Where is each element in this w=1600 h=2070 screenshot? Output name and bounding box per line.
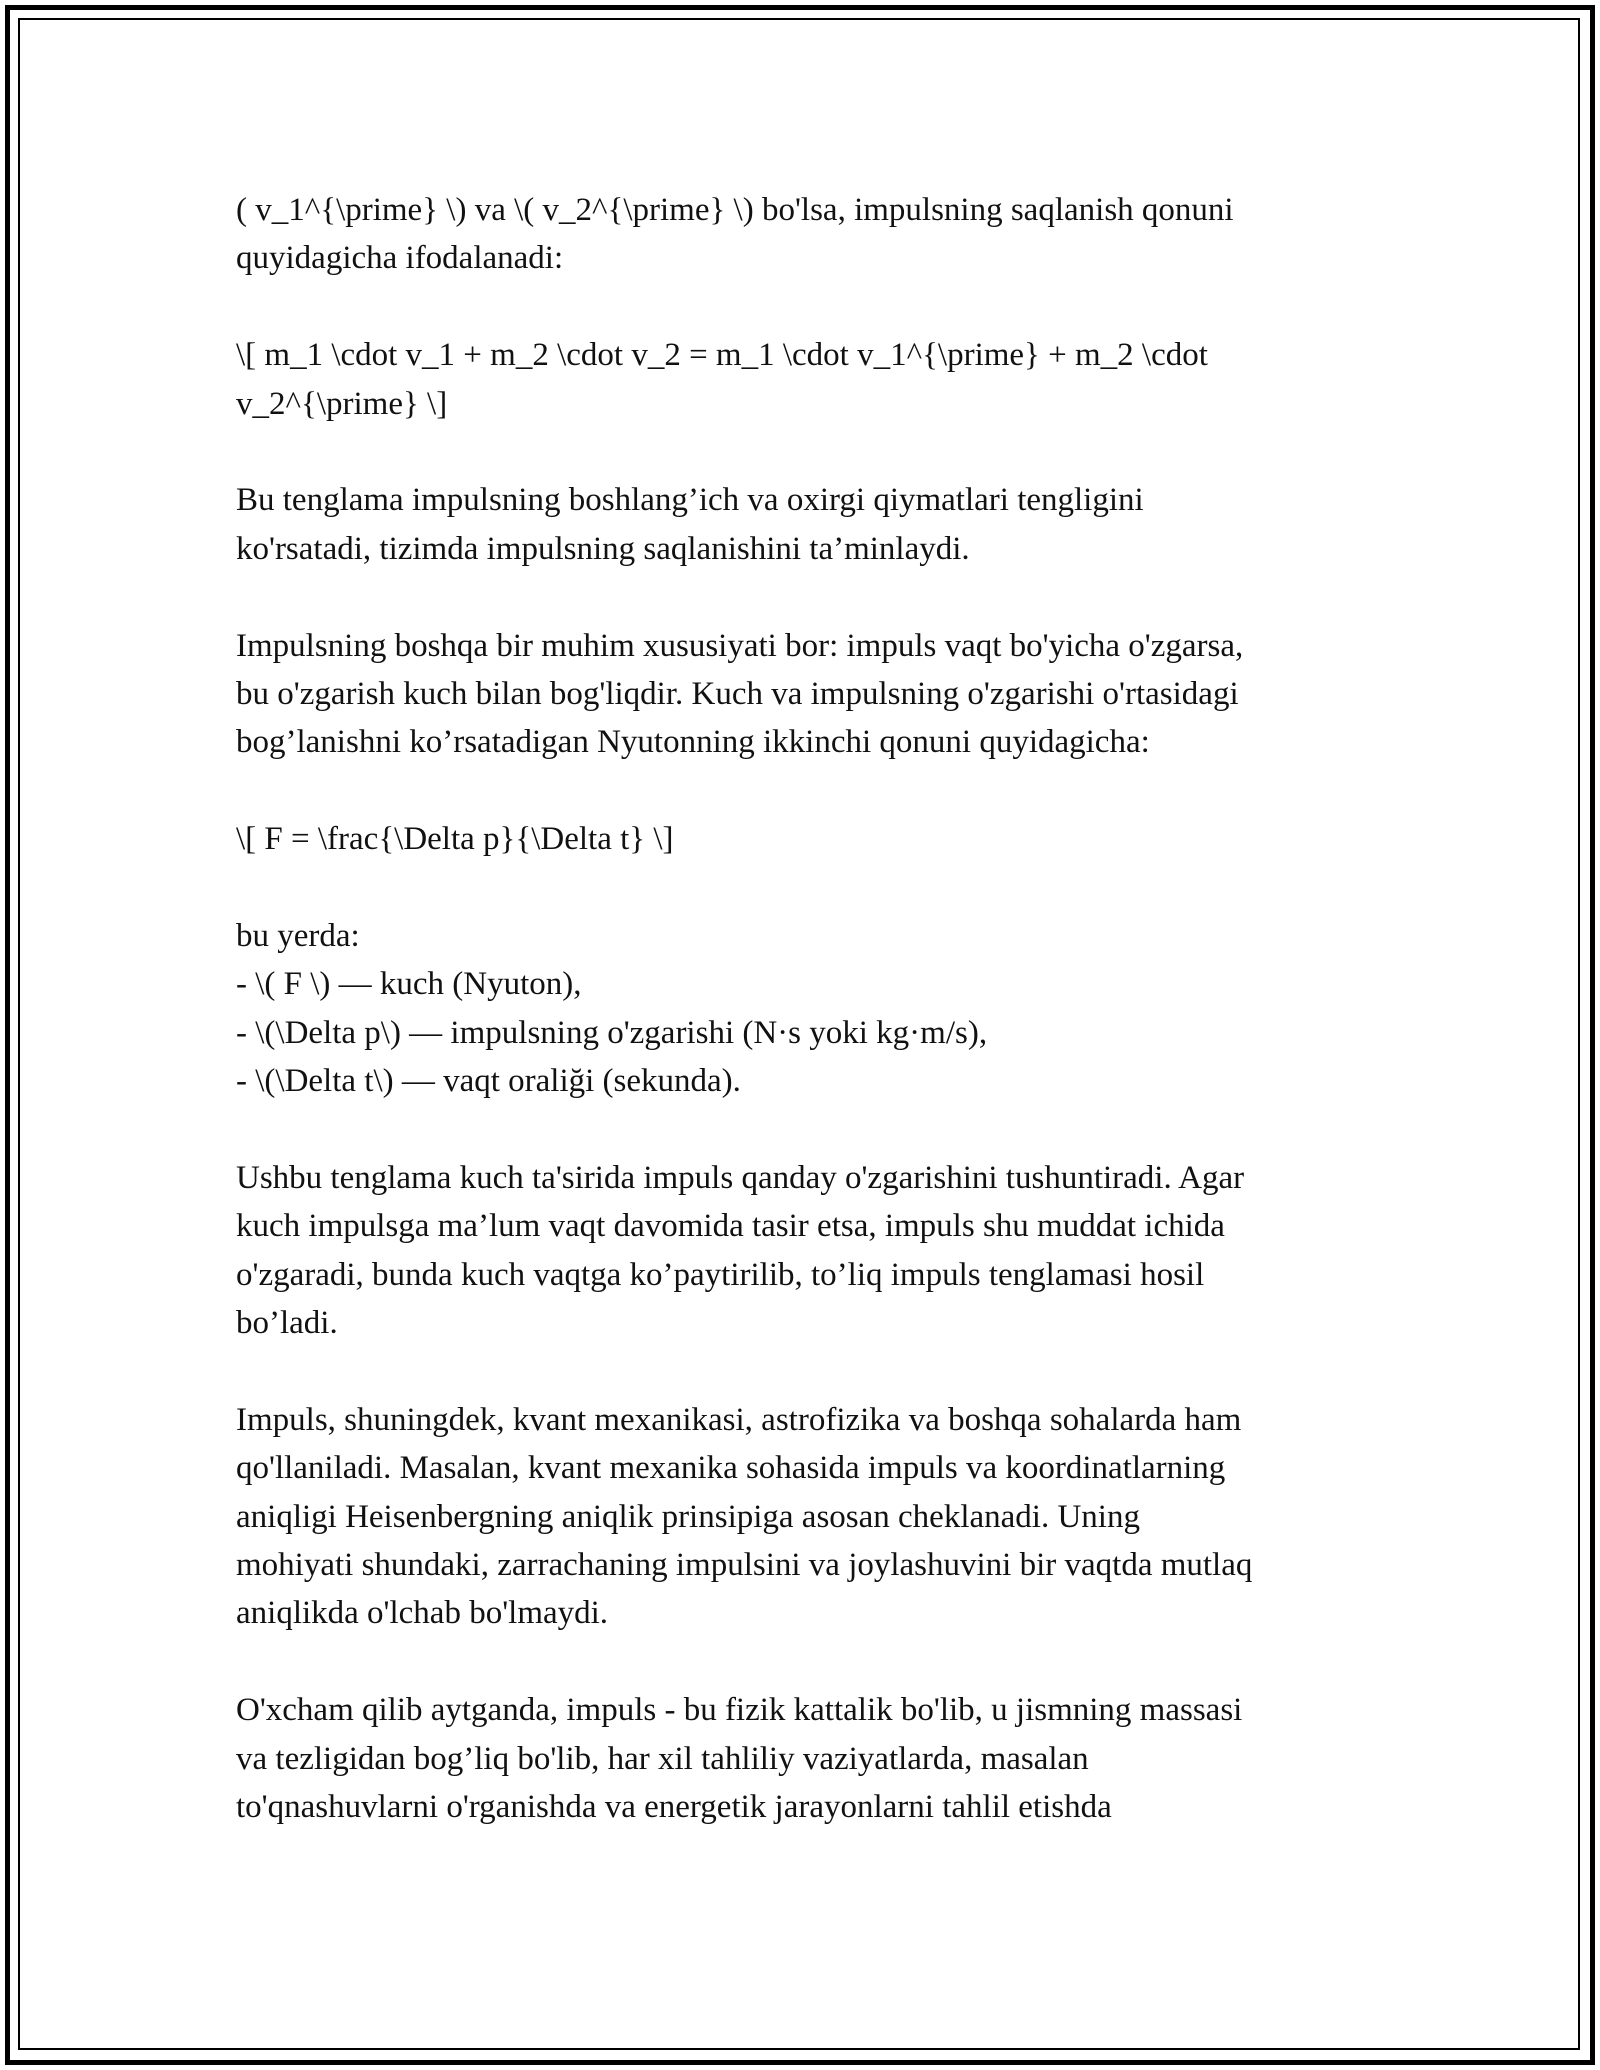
equation-momentum-conservation [236, 331, 1376, 428]
text-line: Bu tenglama impulsning boshlang’ich va oxirgi qiymatlari tengligini [236, 482, 1144, 519]
list-item: - \( F \) — kuch (Nyuton), [236, 966, 582, 1003]
text-line: o'zgaradi, bunda kuch vaqtga ko’paytirilib, to’liq impuls tenglamasi hosil [236, 1256, 1205, 1293]
text-line: kuch impulsga ma’lum vaqt davomida tasir etsa, impuls shu muddat ichida [236, 1208, 1225, 1245]
equation-newton-second-law [236, 815, 1376, 863]
text-line: va tezligidan bog’liq bo'lib, har xil tahliliy vaziyatlarda, masalan [236, 1740, 1089, 1777]
text-line: bog’lanishni ko’rsatadigan Nyutonning ikkinchi qonuni quyidagicha: [236, 724, 1150, 761]
text-line: \[ F = \frac{\Delta p}{\Delta t} \] [236, 821, 674, 858]
paragraph-4 [236, 622, 1376, 767]
text-line: mohiyati shundaki, zarrachaning impulsini va joylashuvini bir vaqtda mutlaq [236, 1546, 1253, 1583]
list-item: - \(\Delta p\) — impulsning o'zgarishi (N·s yoki kg·m/s), [236, 1014, 988, 1051]
text-line: bu o'zgarish kuch bilan bog'liqdir. Kuch va impulsning o'zgarishi o'rtasidagi [236, 675, 1239, 712]
text-line: to'qnashuvlarni o'rganishda va energetik jarayonlarni tahlil etishda [236, 1788, 1112, 1825]
text-line: aniqlikda o'lchab bo'lmaydi. [236, 1595, 609, 1632]
paragraph-8 [236, 1396, 1376, 1638]
text-line: Ushbu tenglama kuch ta'sirida impuls qanday o'zgarishini tushuntiradi. Agar [236, 1159, 1245, 1196]
text-line: aniqligi Heisenbergning aniqlik prinsipiga asosan cheklanadi. Uning [236, 1498, 1140, 1535]
text-line: v_2^{\prime} \] [236, 385, 448, 422]
paragraph-7 [236, 1154, 1376, 1348]
text-line: Impulsning boshqa bir muhim xususiyati bor: impuls vaqt bo'yicha o'zgarsa, [236, 627, 1244, 664]
paragraph-1 [236, 186, 1376, 283]
text-line: Impuls, shuningdek, kvant mexanikasi, astrofizika va boshqa sohalarda ham [236, 1401, 1242, 1438]
definitions-list [236, 912, 1376, 1106]
text-line: \[ m_1 \cdot v_1 + m_2 \cdot v_2 = m_1 \cdot v_1^{\prime} + m_2 \cdot [236, 337, 1208, 374]
text-line: O'xcham qilib aytganda, impuls - bu fizik kattalik bo'lib, u jismning massasi [236, 1692, 1243, 1729]
text-line: bu yerda: [236, 917, 360, 954]
document-body [236, 186, 1376, 1880]
text-line: ko'rsatadi, tizimda impulsning saqlanishini ta’minlaydi. [236, 530, 970, 567]
text-line: qo'llaniladi. Masalan, kvant mexanika sohasida impuls va koordinatlarning [236, 1450, 1226, 1487]
paragraph-3 [236, 476, 1376, 573]
paragraph-9 [236, 1686, 1376, 1831]
text-line: bo’ladi. [236, 1304, 338, 1341]
text-line: quyidagicha ifodalanadi: [236, 240, 564, 277]
text-line: ( v_1^{\prime} \) va \( v_2^{\prime} \) bo'lsa, impulsning saqlanish qonuni [236, 192, 1234, 228]
list-item: - \(\Delta t\) — vaqt oraliği (sekunda). [236, 1063, 741, 1100]
